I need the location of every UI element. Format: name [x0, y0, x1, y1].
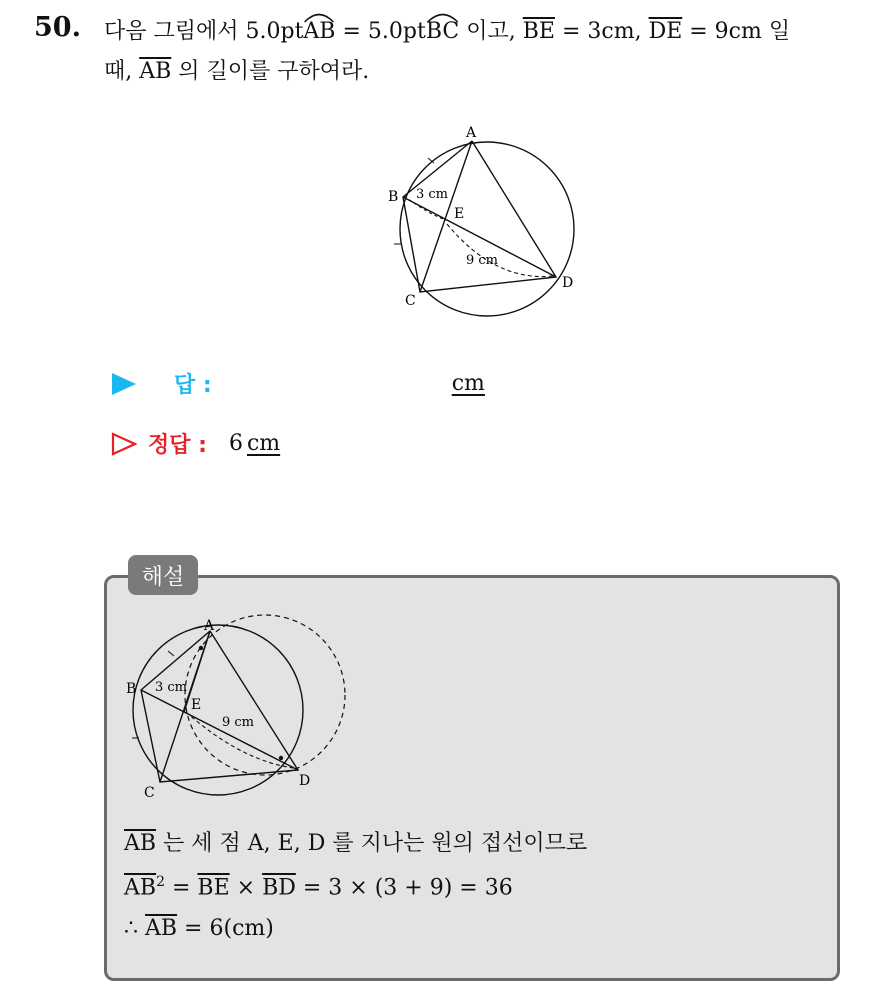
- correct-answer-row: [110, 428, 280, 459]
- explanation-quadrilateral: [141, 631, 298, 782]
- explanation-tab: 해설: [128, 555, 198, 595]
- point-a-label: A: [466, 125, 477, 141]
- arc-ab: [303, 19, 335, 44]
- answer-row: [110, 368, 485, 399]
- therefore-symbol: ∴: [124, 916, 145, 941]
- question-tail: = 9cm 일: [682, 19, 791, 44]
- question-text-line1: [104, 14, 790, 45]
- circle: [400, 142, 574, 316]
- arc-bc-label: BC: [425, 19, 460, 44]
- question-lead: 다음 그림에서 5.0pt: [104, 19, 304, 44]
- correct-label: 정답 :: [148, 433, 207, 458]
- explanation-line3: [124, 916, 274, 941]
- exp-segment-be: $\overline{BE}$: [197, 875, 230, 901]
- question-line2-tail: 의 길이를 구하여라.: [171, 59, 370, 84]
- point-d-label: D: [562, 275, 574, 291]
- segment-be: $\overline{BE}$: [522, 19, 555, 44]
- question-mid1: = 5.0pt: [335, 19, 426, 44]
- exp-point-a-label: A: [204, 618, 215, 634]
- length-de-label: 9 cm: [466, 253, 499, 268]
- exp-point-b-label: B: [126, 681, 137, 697]
- explanation-line1: [124, 826, 587, 857]
- exp-segment-ab-squared: $\overline{AB}$: [124, 875, 157, 901]
- arc-ab-label: AB: [303, 19, 336, 44]
- exp-exponent: 2: [156, 874, 165, 890]
- exp-point-d-label: D: [299, 773, 311, 789]
- exp-line2-text: = 3 × (3 + 9) = 36: [295, 875, 513, 901]
- exp-point-c-label: C: [144, 785, 155, 801]
- exp-segment-bd: $\overline{BD}$: [262, 875, 296, 901]
- exp-segment-ab-result: $\overline{AB}$: [145, 916, 178, 941]
- length-be-label: 3 cm: [416, 187, 449, 202]
- correct-unit: cm: [246, 431, 281, 456]
- exp-line1-text: 는 세 점 A, E, D 를 지나는 원의 접선이므로: [156, 831, 588, 856]
- quadrilateral: [403, 141, 556, 292]
- exp-equals: =: [164, 875, 198, 901]
- exp-length-be-label: 3 cm: [155, 680, 188, 695]
- exp-line3-text: = 6(cm): [177, 916, 274, 941]
- answer-label: 답 :: [174, 373, 212, 398]
- explanation-line2: [124, 874, 513, 900]
- explanation-line-bd: [141, 690, 298, 770]
- point-e-label: E: [454, 206, 465, 222]
- angle-dot-a: [199, 646, 203, 650]
- angle-dot-d: [279, 756, 283, 760]
- question-mid3: = 3cm,: [554, 19, 649, 44]
- exp-point-e-label: E: [191, 697, 202, 713]
- question-line2-lead: 때,: [104, 59, 140, 84]
- brace-de: [447, 224, 553, 277]
- point-b-label: B: [388, 189, 399, 205]
- play-icon: [110, 371, 138, 397]
- correct-value: 6: [228, 431, 243, 456]
- explanation-figure: [120, 608, 350, 804]
- segment-ab: $\overline{AB}$: [139, 59, 172, 84]
- point-c-label: C: [405, 293, 416, 309]
- arc-bc: [426, 19, 459, 44]
- exp-segment-ab: $\overline{AB}$: [124, 831, 157, 856]
- question-number: 50.: [34, 12, 81, 43]
- question-mid2: 이고,: [459, 19, 523, 44]
- exp-times: ×: [229, 875, 263, 901]
- play-outline-icon: [110, 431, 138, 457]
- exp-length-de-label: 9 cm: [222, 715, 255, 730]
- geometry-figure: [380, 118, 590, 328]
- answer-unit: cm: [451, 371, 485, 396]
- question-text-line2: [104, 54, 369, 85]
- circumcircle: [133, 625, 303, 795]
- segment-de: $\overline{DE}$: [648, 19, 683, 44]
